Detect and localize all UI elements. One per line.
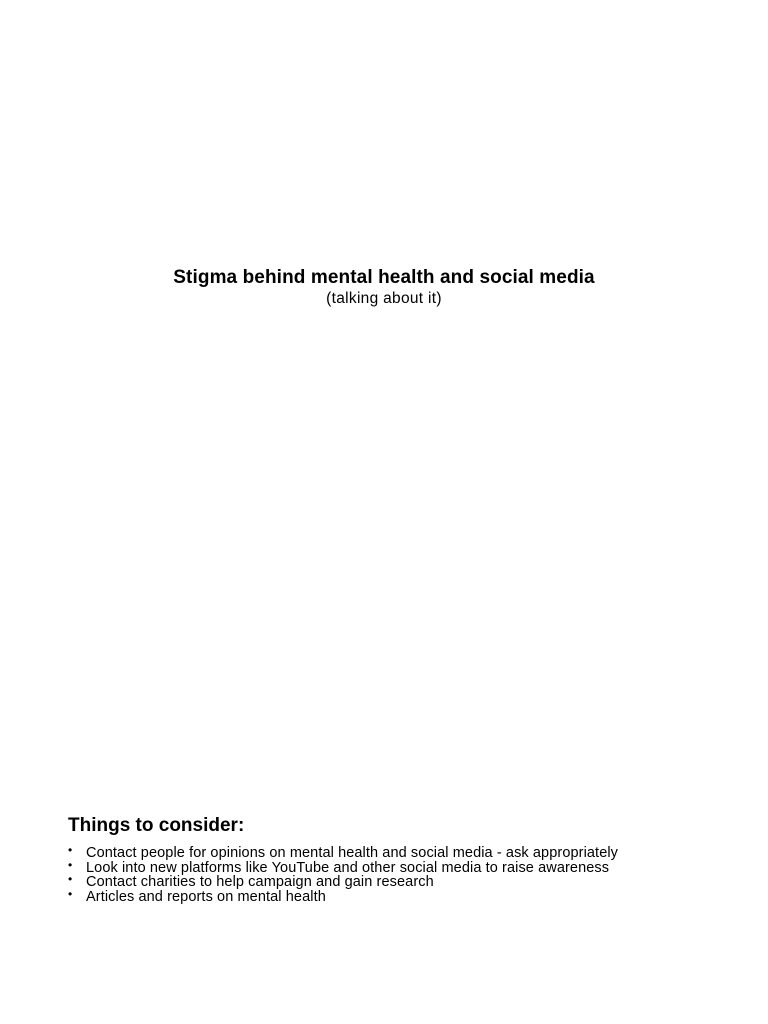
list-item <box>68 857 728 876</box>
page-subtitle: (talking about it) <box>326 290 442 307</box>
list-item <box>68 872 728 890</box>
title-block <box>0 266 768 308</box>
consider-list <box>68 843 728 905</box>
things-to-consider-section <box>68 814 728 904</box>
list-item <box>68 886 728 905</box>
bullet-icon: • <box>68 886 73 901</box>
list-item <box>68 843 728 861</box>
list-item-text: Articles and reports on mental health <box>86 888 326 905</box>
bullet-icon: • <box>68 857 73 872</box>
bullet-icon: • <box>68 843 73 857</box>
list-item-text: Contact charities to help campaign and gain research <box>86 874 434 890</box>
page-title: Stigma behind mental health and social media <box>173 267 595 288</box>
list-item-text: Contact people for opinions on mental health and social media - ask appropriately <box>86 845 619 861</box>
section-heading: Things to consider: <box>68 815 245 836</box>
bullet-icon: • <box>68 872 73 886</box>
list-item-text: Look into new platforms like YouTube and other social media to raise awareness <box>86 859 610 876</box>
